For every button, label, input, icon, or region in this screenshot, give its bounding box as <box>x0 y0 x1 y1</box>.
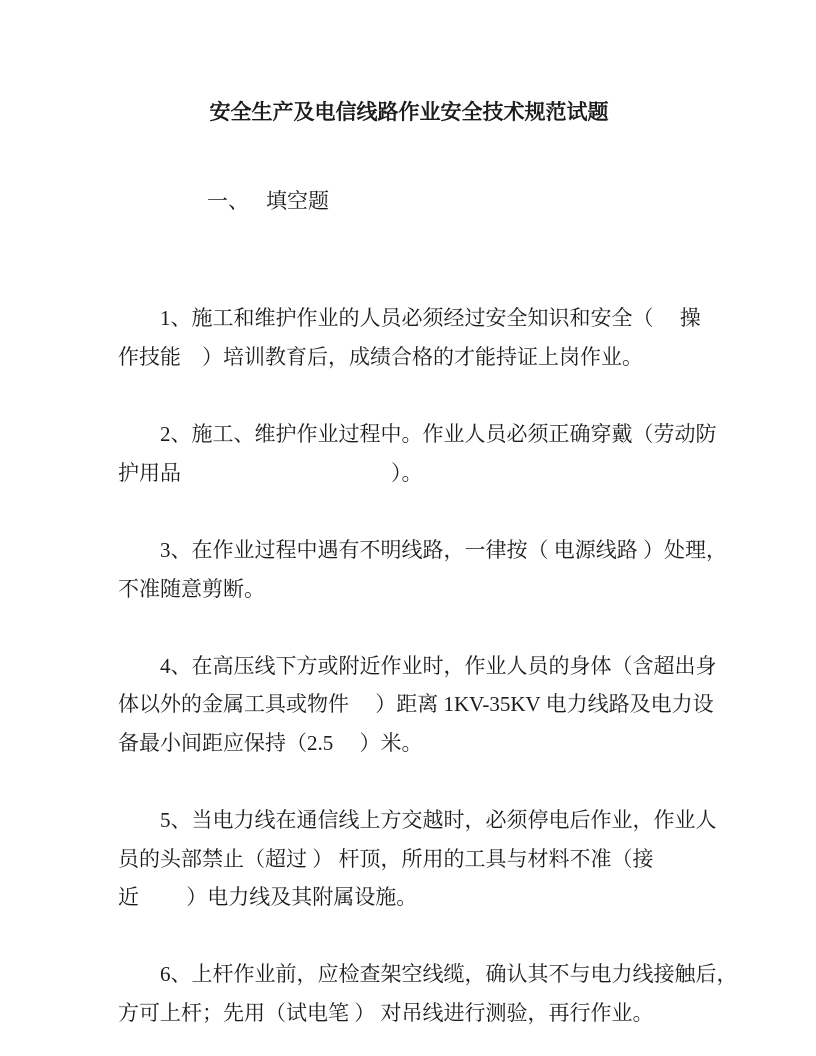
question-5-line-2: 员的头部禁止（超过 ） 杆顶，所用的工具与材料不准（接 <box>118 846 654 871</box>
section-heading <box>118 144 700 260</box>
question-3-line-1: 3、在作业过程中遇有不明线路，一律按（ 电源线路 ）处理， <box>160 537 727 562</box>
question-3-line-2: 不准随意剪断。 <box>118 576 265 601</box>
question-1-line-1: 1、施工和维护作业的人员必须经过安全知识和安全（ 操 <box>160 306 701 331</box>
question-3 <box>118 531 727 608</box>
question-4-line-3: 备最小间距应保持（2.5 ）米。 <box>118 730 423 755</box>
question-6-line-1: 6、上杆作业前，应检查架空线缆，确认其不与电力线接触后， <box>160 962 738 987</box>
question-2-line-2: 护用品 ）。 <box>118 460 423 485</box>
question-6 <box>118 955 738 1032</box>
question-1 <box>118 299 700 376</box>
question-5-line-1: 5、当电力线在通信线上方交越时，必须停电后作业，作业人 <box>160 808 717 833</box>
document-title: 安全生产及电信线路作业安全技术规范试题 <box>209 100 609 124</box>
section-number: 一、 <box>207 189 249 214</box>
question-5-line-3: 近 ）电力线及其附属设施。 <box>118 885 418 910</box>
question-1-line-2: 作技能 ）培训教育后，成绩合格的才能持证上岗作业。 <box>118 344 643 369</box>
question-4-line-1: 4、在高压线下方或附近作业时，作业人员的身体（含超出身 <box>160 653 717 678</box>
question-2-line-1: 2、施工、维护作业过程中。作业人员必须正确穿戴（劳动防 <box>160 422 717 447</box>
question-5 <box>118 801 717 917</box>
question-4-line-2: 体以外的金属工具或物件 ）距离 1KV-35KV 电力线路及电力设 <box>118 692 714 717</box>
question-4 <box>118 647 717 763</box>
question-2 <box>118 415 717 492</box>
question-6-line-2: 方可上杆；先用（试电笔 ） 对吊线进行测验，再行作业。 <box>118 1001 654 1026</box>
section-label: 填空题 <box>266 189 329 214</box>
